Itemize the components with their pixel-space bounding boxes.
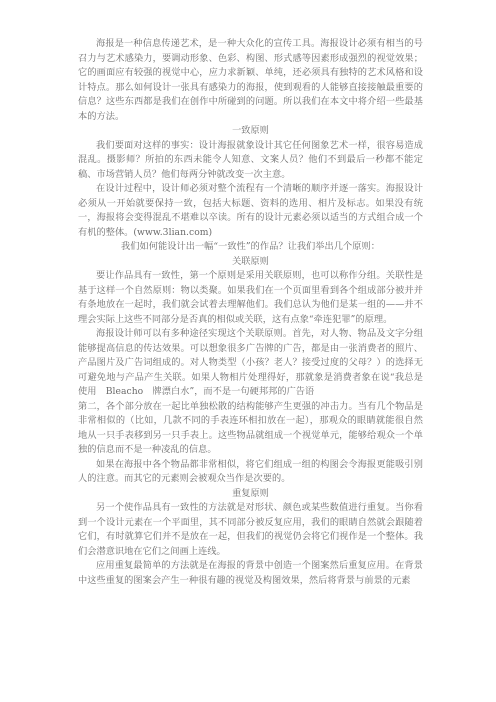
paragraph-relation-3: 第二，各个部分放在一起比单独松散的结构能够产生更强的冲击力。当有几个物品是非常相似的（比如，几款不同的手表连环相扣放在一起），那观众的眼睛就能很自然地从一只手表移到另一只手表上。这些物品就组成一个视觉单元，能够给观众一个单独的信息而不是一种凌乱的信息。 [78,400,423,455]
intro-paragraph: 海报是一种信息传递艺术，是一种大众化的宣传工具。海报设计必须有相当的号召力与艺术感染力，要调动形象、色彩、构图、形式感等因素形成强烈的视觉效果；它的画面应有较强的视觉中心，应力求新颖、单纯，还必须具有独特的艺术风格和设计特点。那么如何设计一张具有感染力的海报，使到观看的人能够直接接触最重要的信息？这些东西都是我们在创作中所碰到的问题。所以我们在本文中将介绍一些最基本的方法。 [78,38,423,122]
paragraph-relation-4: 如果在海报中各个物品都非常相似，将它们组成一组的构图会令海报更能吸引别人的注意。而其它的元素则会被观众当作是次要的。 [78,458,423,484]
heading-unity: 一致原则 [232,125,269,136]
paragraph-repetition-1: 另一个使作品具有一致性的方法就是对形状、颜色或某些数值进行重复。当你看到一个设计元素在一个平面里，其不同部分被反复应用，我们的眼睛自然就会跟随着它们，有时就算它们并不是放在一起，但我们的视觉仍会将它们视作是一个整体。我们会潜意识地在它们之间画上连线。 [78,502,423,557]
paragraph-unity-1: 我们要面对这样的事实：设计海报就象设计其它任何图象艺术一样，很容易造成混乱。摄影师？所拍的东西未能令人知意、文案人员？他们不到最后一秒都不能定稿、市场营销人员？他们每两分钟就改变一次主意。 [78,139,423,180]
heading-relation: 关联原则 [232,255,269,267]
paragraph-repetition-2: 应用重复最简单的方法就是在海报的背景中创造一个图案然后重复应用。在背景中这些重复的图案会产生一种很有趣的视觉及构图效果，然后将背景与前景的元素 [78,560,423,586]
article-body [78,37,423,588]
paragraph-relation-1: 要让作品具有一致性，第一个原则是采用关联原则，也可以称作分组。关联性是基于这样一个自然原则：物以类聚。如果我们在一个页面里看到各个组成部分被并并有条地放在一起时，我们就会试着去理解他们。我们总认为他们是某一组的——并不理会实际上这些不同部分是否真的相似或关联，这有点象“牵连犯罪”的原理。 [78,270,423,325]
paragraph-unity-2: 在设计过程中，设计师必须对整个流程有一个清晰的顺序并逐一落实。海报设计必须从一开始就要保持一致，包括大标题、资料的选用、相片及标志。如果没有统一，海报将会变得混乱不堪难以卒读。所有的设计元素必须以适当的方式组合成一个有机的整体。(www.3lian.com) [78,183,423,238]
heading-repetition: 重复原则 [232,487,269,499]
paragraph-unity-3: 我们如何能设计出一幅“一致性”的作品？让我们举出几个原则： [121,241,380,252]
paragraph-relation-2: 海报设计师可以有多种途径实现这个关联原则。首先，对人物、物品及文字分组能够提高信息的传达效果。可以想象很多广告牌的广告，都是由一张消费者的照片、产品图片及广告词组成的。对人物类型（小孩？老人？接受过度的父母？）的选择无可避免地与产品产生关联。如果人物相片处理得好，那就象是消费者象在说“我总是使用 Bleacho 牌漂白水”，而不是一句硬邦邦的广告语 [78,328,423,397]
